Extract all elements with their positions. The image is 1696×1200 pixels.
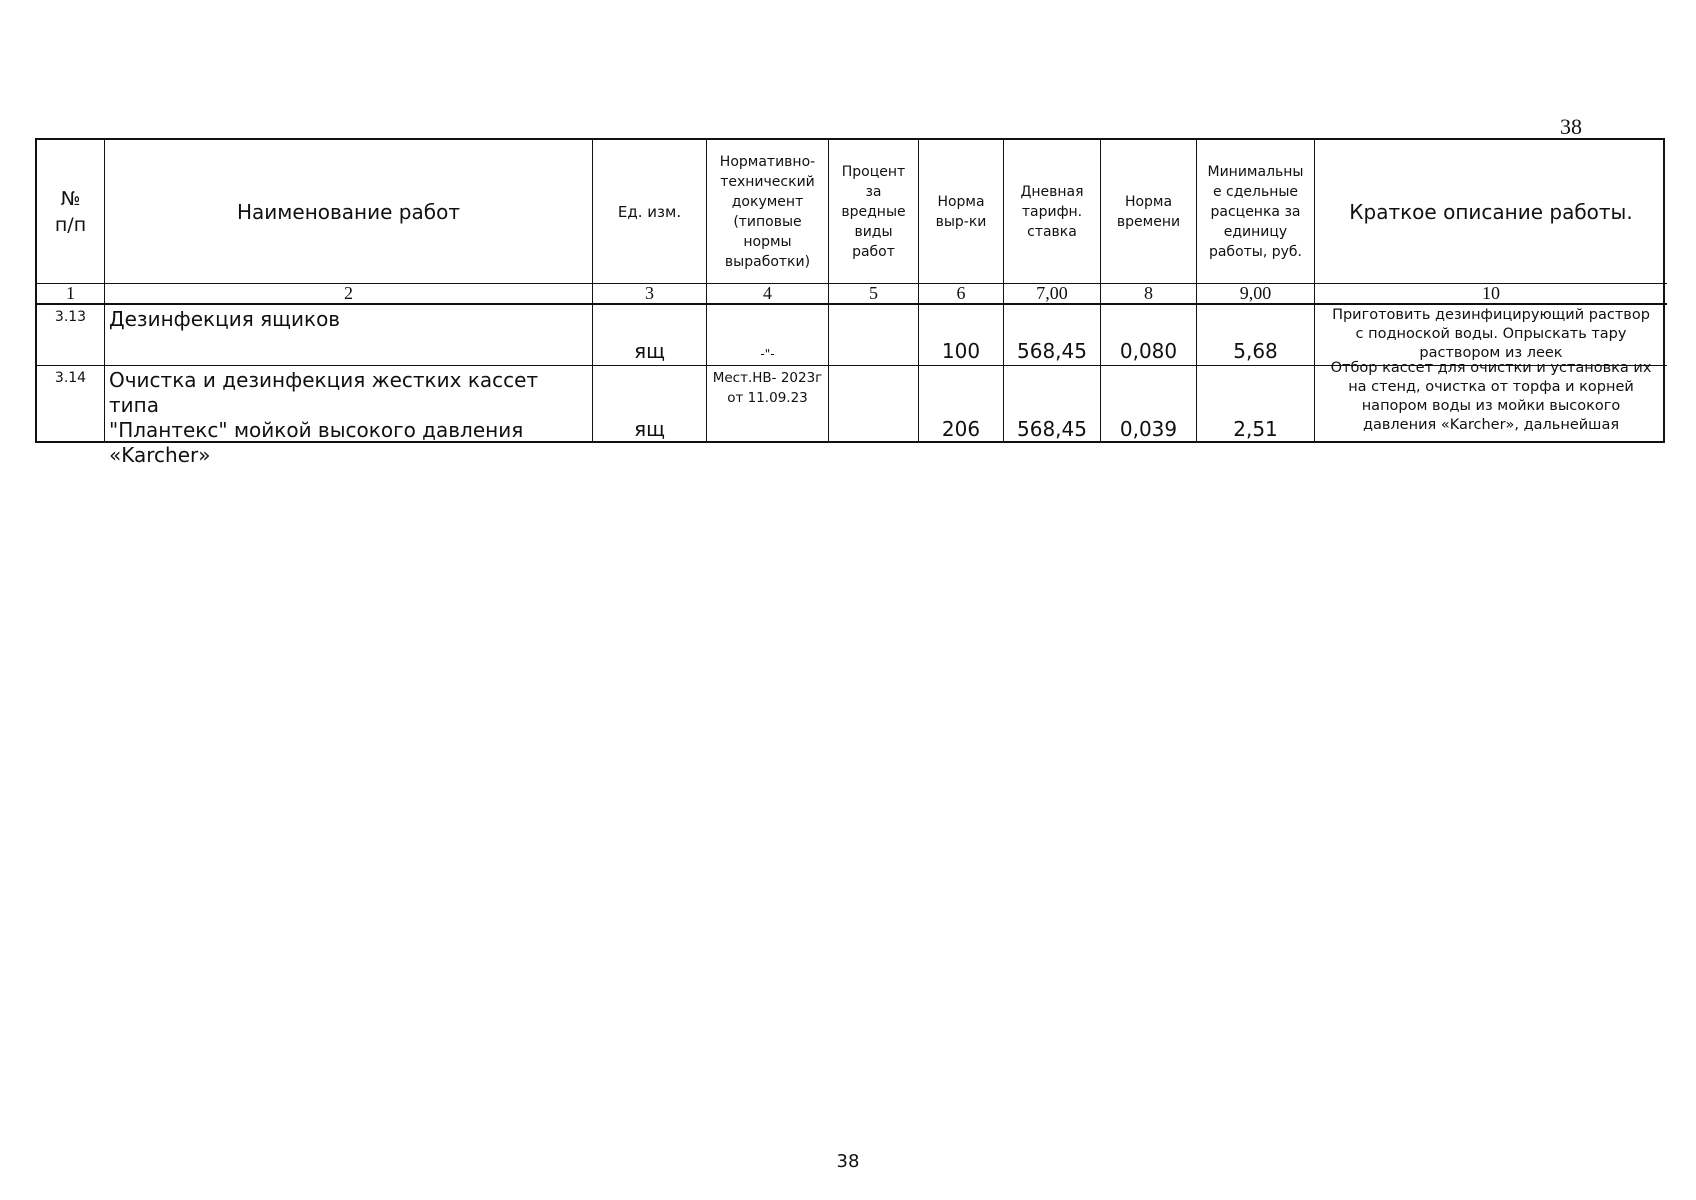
row-time-norm: 0,080 <box>1101 305 1197 366</box>
row-min-rate: 2,51 <box>1197 366 1315 443</box>
column-number: 8 <box>1101 284 1197 305</box>
header-unit: Ед. изм. <box>593 140 707 284</box>
row-daily-rate: 568,45 <box>1004 305 1101 366</box>
column-number: 6 <box>919 284 1004 305</box>
row-unit: ящ <box>593 366 707 443</box>
column-number: 4 <box>707 284 829 305</box>
row-output-norm: 100 <box>919 305 1004 366</box>
row-unit: ящ <box>593 305 707 366</box>
header-time-norm: Норма времени <box>1101 140 1197 284</box>
page-number-top: 38 <box>1560 114 1582 139</box>
page-number-bottom: 38 <box>836 1151 860 1172</box>
column-number: 10 <box>1315 284 1667 305</box>
header-daily-rate: Дневная тарифн. ставка <box>1004 140 1101 284</box>
header-description: Краткое описание работы. <box>1315 140 1667 284</box>
header-hazard-percent: Процент за вредные виды работ <box>829 140 919 284</box>
column-number: 9,00 <box>1197 284 1315 305</box>
row-min-rate: 5,68 <box>1197 305 1315 366</box>
header-index: № п/п <box>37 140 105 284</box>
row-work-name: Дезинфекция ящиков <box>105 305 593 366</box>
header-output-norm: Норма выр-ки <box>919 140 1004 284</box>
column-number: 3 <box>593 284 707 305</box>
row-index: 3.14 <box>37 366 105 443</box>
column-number: 2 <box>105 284 593 305</box>
row-normative-doc: -"- <box>707 305 829 366</box>
row-description: Отбор кассет для очистки и установка их на стенд, очистка от торфа и корней напором воды из мойки высокого давления «Karcher», дальнейшая <box>1330 360 1652 433</box>
row-index: 3.13 <box>37 305 105 366</box>
row-hazard-percent <box>829 305 919 366</box>
row-normative-doc: Мест.НВ- 2023г от 11.09.23 <box>707 366 829 443</box>
column-number: 7,00 <box>1004 284 1101 305</box>
norms-table <box>35 138 1665 467</box>
row-output-norm: 206 <box>919 366 1004 443</box>
row-description: Приготовить дезинфицирующий раствор с подноской воды. Опрыскать тару раствором из леек <box>1332 307 1650 361</box>
column-number: 1 <box>37 284 105 305</box>
header-work-name: Наименование работ <box>105 140 593 284</box>
row-description-cell <box>1315 360 1667 443</box>
column-number: 5 <box>829 284 919 305</box>
header-normative-doc: Нормативно- технический документ (типовые нормы выработки) <box>707 140 829 284</box>
row-daily-rate: 568,45 <box>1004 366 1101 443</box>
row-time-norm: 0,039 <box>1101 366 1197 443</box>
row-description-cell <box>1315 305 1667 366</box>
header-min-rate: Минимальны е сдельные расценка за единицу работы, руб. <box>1197 140 1315 284</box>
row-work-name: Очистка и дезинфекция жестких кассет типа "Плантекс" мойкой высокого давления «Karcher» <box>105 366 593 443</box>
row-hazard-percent <box>829 366 919 443</box>
